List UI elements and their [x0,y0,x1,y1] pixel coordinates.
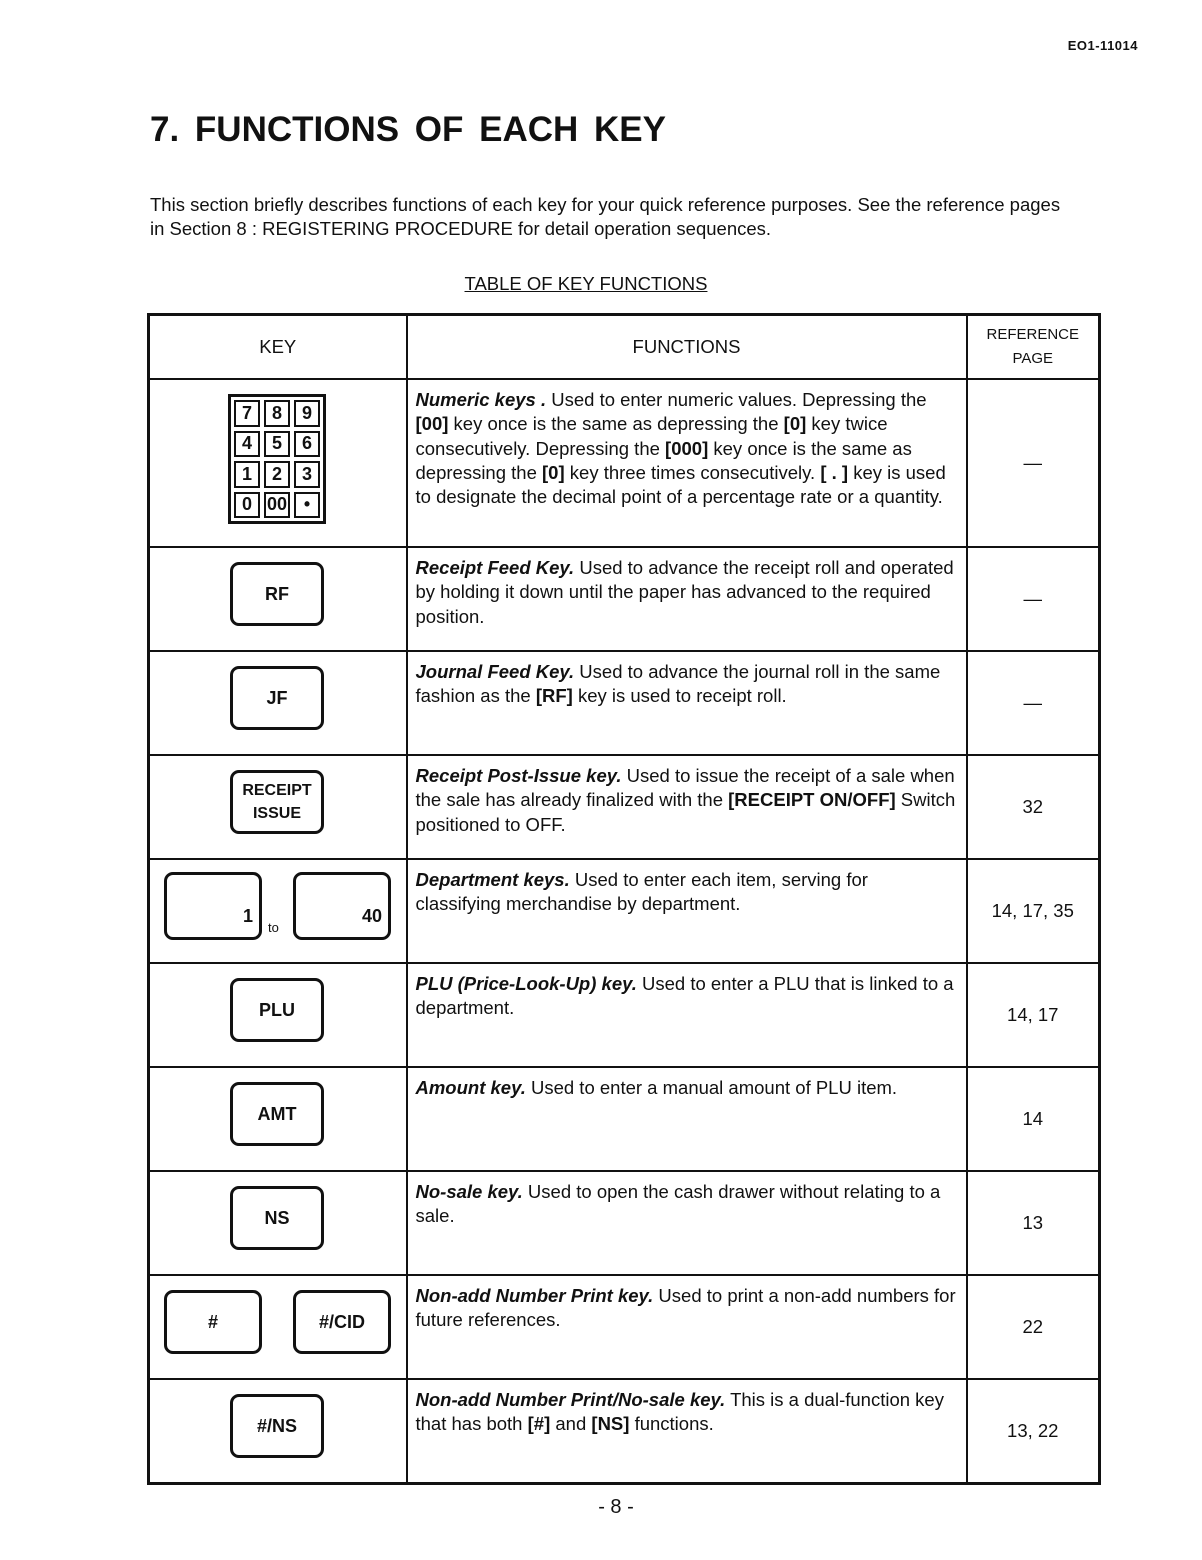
table-row-amount [149,1067,1100,1171]
header-key: KEY [149,315,407,380]
reference-page: 13 [967,1171,1100,1275]
reference-page: 14, 17, 35 [967,859,1100,963]
key-cell [149,1379,407,1484]
keypad-key: 00 [264,492,290,519]
reference-dash: — [1023,452,1042,473]
function-name: Numeric keys . [415,389,547,410]
department-1-key-icon: 1 [164,872,262,940]
function-name: Receipt Feed Key. [415,557,575,578]
reference-page: 14 [967,1067,1100,1171]
function-description: Receipt Post-Issue key. Used to issue the receipt of a sale when the sale has already finalized with the [RECEIPT ON/OFF] Switch positioned to OFF. [407,755,967,859]
keypad-key: 7 [234,400,260,427]
key-functions-table [147,313,1101,1485]
key-cell [149,755,407,859]
function-name: Journal Feed Key. [415,661,575,682]
page-number: - 8 - [598,1496,634,1518]
function-name: PLU (Price-Look-Up) key. [415,973,637,994]
keypad-key: 8 [264,400,290,427]
amt-key-icon: AMT [230,1082,324,1146]
key-cell [149,1067,407,1171]
table-row-receipt-feed [149,547,1100,651]
keypad-key: 3 [294,461,320,488]
keypad-key: 2 [264,461,290,488]
reference-page: 32 [967,755,1100,859]
reference-page [967,379,1100,547]
table-caption [0,273,1202,295]
function-description: No-sale key. Used to open the cash drawer without relating to a sale. [407,1171,967,1275]
function-name: Receipt Post-Issue key. [415,765,622,786]
reference-page: 14, 17 [967,963,1100,1067]
key-cell [149,859,407,963]
hash-cid-key-icon: #/CID [293,1290,391,1354]
function-description: Non-add Number Print/No-sale key. This is a dual-function key that has both [#] and [NS] functions. [407,1379,967,1484]
reference-page: — [967,547,1100,651]
keypad-key: 9 [294,400,320,427]
key-cell [149,547,407,651]
keypad-key: 6 [294,431,320,458]
function-name: Amount key. [415,1077,526,1098]
ns-key-icon: NS [230,1186,324,1250]
keypad-key: 4 [234,431,260,458]
table-row-plu [149,963,1100,1067]
reference-page: 13, 22 [967,1379,1100,1484]
function-description: Numeric keys . Used to enter numeric values. Depressing the [00] key once is the same as depressing the [0] key twice consecutively. Depressing the [000] key once is the same as depressing the [0] key three times consecutively. [ . ] key is used to designate the decimal point of a percentage rate or a quantity. [407,379,967,547]
header-reference: REFERENCE PAGE [967,315,1100,380]
key-cell [149,651,407,755]
keypad-key: • [294,492,320,519]
function-description: Non-add Number Print key. Used to print a non-add numbers for future references. [407,1275,967,1379]
function-description: Amount key. Used to enter a manual amount of PLU item. [407,1067,967,1171]
function-name: Non-add Number Print/No-sale key. [415,1389,726,1410]
table-row-receipt-post-issue [149,755,1100,859]
table-row-department [149,859,1100,963]
page-title: 7. FUNCTIONS OF EACH KEY [150,110,666,149]
key-cell [149,1275,407,1379]
jf-key-icon: JF [230,666,324,730]
key-cell [149,379,407,547]
function-description: PLU (Price-Look-Up) key. Used to enter a PLU that is linked to a department. [407,963,967,1067]
function-name: Department keys. [415,869,570,890]
function-description: Department keys. Used to enter each item, serving for classifying merchandise by department. [407,859,967,963]
numeric-keypad-diagram [228,394,326,524]
department-40-key-icon: 40 [293,872,391,940]
table-row-non-add-number [149,1275,1100,1379]
table-header-row [149,315,1100,380]
keypad-key: 0 [234,492,260,519]
table-row-non-add-no-sale [149,1379,1100,1484]
table-row-numeric-keys [149,379,1100,547]
table-row-no-sale [149,1171,1100,1275]
function-description: Receipt Feed Key. Used to advance the receipt roll and operated by holding it down until the paper has advanced to the required position. [407,547,967,651]
intro-paragraph: This section briefly describes functions of each key for your quick reference purposes. See the reference pages in Section 8 : REGISTERING PROCEDURE for detail operation sequences. [150,194,1061,239]
function-description: Journal Feed Key. Used to advance the journal roll in the same fashion as the [RF] key is used to receipt roll. [407,651,967,755]
table-row-journal-feed [149,651,1100,755]
plu-key-icon: PLU [230,978,324,1042]
key-cell [149,963,407,1067]
receipt-issue-key-icon: RECEIPT ISSUE [230,770,324,834]
table-title: TABLE OF KEY FUNCTIONS [464,273,708,294]
function-name: Non-add Number Print key. [415,1285,654,1306]
hash-ns-key-icon: #/NS [230,1394,324,1458]
hash-key-icon: # [164,1290,262,1354]
keypad-key: 1 [234,461,260,488]
reference-page: — [967,651,1100,755]
header-functions: FUNCTIONS [407,315,967,380]
keypad-key: 5 [264,431,290,458]
reference-page: 22 [967,1275,1100,1379]
rf-key-icon: RF [230,562,324,626]
key-cell [149,1171,407,1275]
function-name: No-sale key. [415,1181,523,1202]
to-label: to [268,920,279,935]
document-id: EO1-11014 [1067,38,1138,53]
